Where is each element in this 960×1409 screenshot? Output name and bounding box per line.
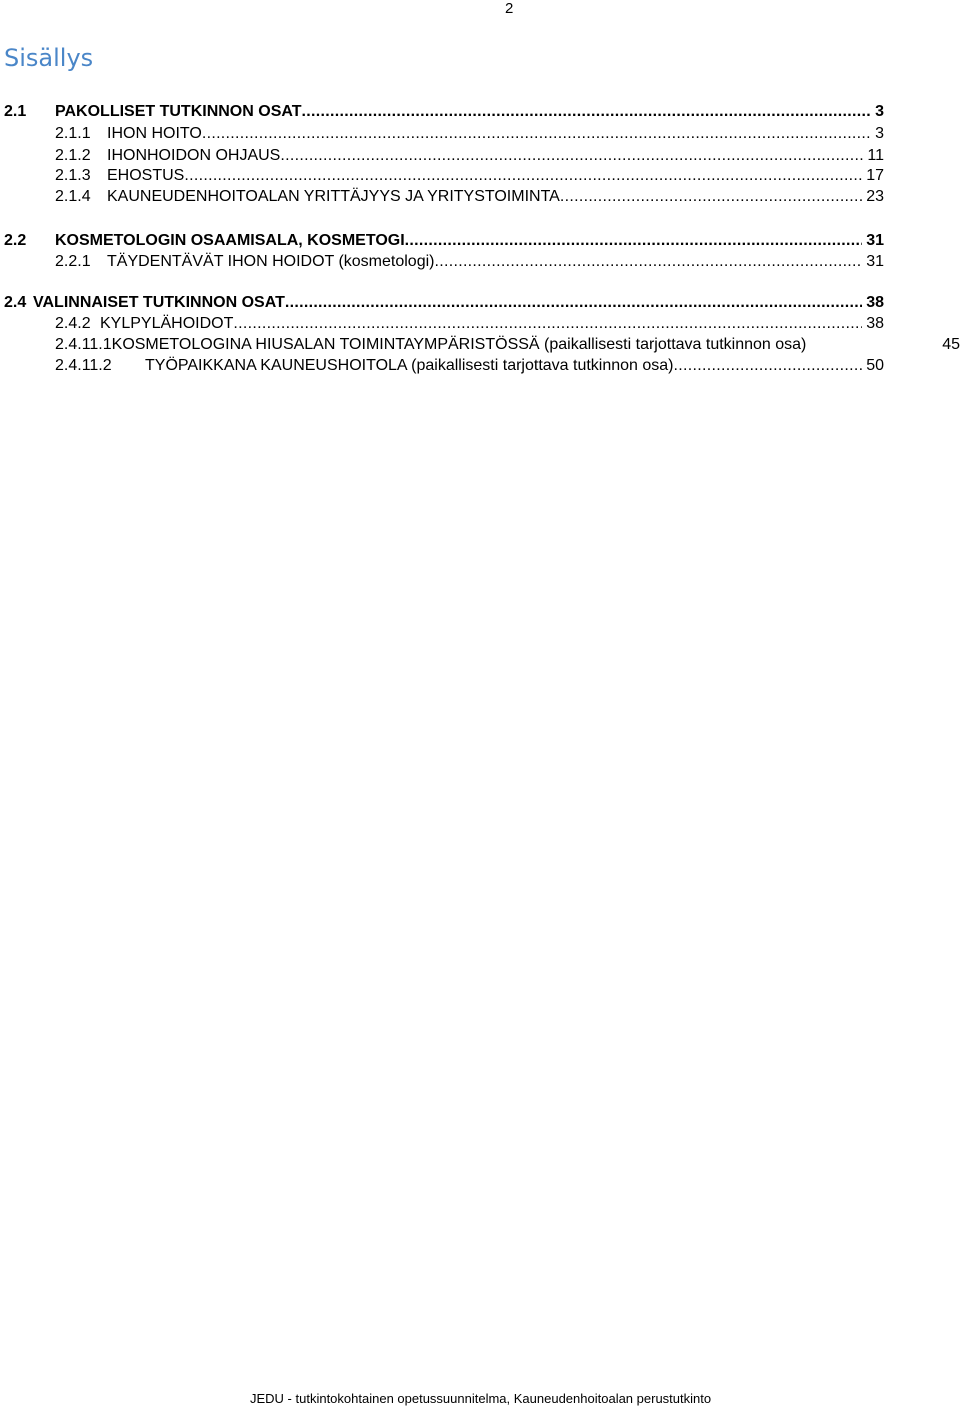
toc-entry-number: 2.1.4: [55, 188, 91, 205]
toc-entry-page: 31: [866, 253, 884, 270]
toc-leader: [302, 101, 872, 123]
toc-entry-label: TYÖPAIKKANA KAUNEUSHOITOLA (paikallisesti tarjottava tutkinnon osa): [145, 357, 674, 374]
toc-leader: [184, 165, 862, 187]
toc-entry-page: 50: [866, 357, 884, 374]
toc-entry-number: 2.4.11.1: [55, 336, 112, 353]
toc-entry[interactable]: [55, 123, 884, 145]
toc-entry-page: 38: [866, 294, 884, 311]
toc-entry[interactable]: [55, 165, 884, 187]
toc-leader: [202, 123, 871, 145]
toc-entry-label: VALINNAISET TUTKINNON OSAT: [33, 294, 285, 311]
page-number: 2: [505, 0, 514, 17]
toc-entry-label: EHOSTUS: [107, 167, 185, 184]
toc-entry-label: IHONHOIDON OHJAUS: [107, 147, 281, 164]
toc-entry-page: 31: [866, 232, 884, 249]
toc-leader: [560, 186, 862, 208]
toc-entry-number: 2.1.3: [55, 167, 91, 184]
toc-entry-page: 17: [866, 167, 884, 184]
toc-title: Sisällys: [4, 44, 94, 72]
toc-entry-label: PAKOLLISET TUTKINNON OSAT: [55, 103, 302, 120]
toc-entry-page: 3: [875, 103, 884, 120]
toc-entry[interactable]: [55, 145, 884, 167]
toc-entry-page: 3: [875, 125, 884, 142]
toc-entry[interactable]: [55, 313, 884, 335]
toc-entry-number: 2.4.11.2: [55, 357, 112, 374]
toc-entry-number: 2.2: [4, 232, 27, 249]
toc-entry-page: 11: [867, 147, 884, 164]
toc-entry[interactable]: [4, 292, 884, 314]
toc-leader: [674, 355, 863, 377]
toc-entry-number: 2.2.1: [55, 253, 91, 270]
toc-entry[interactable]: [55, 334, 960, 356]
toc-entry[interactable]: [55, 251, 884, 273]
page-footer: JEDU - tutkintokohtainen opetussuunnitelma, Kauneudenhoitoalan perustutkinto: [250, 1391, 712, 1406]
toc-entry-label: IHON HOITO: [107, 125, 202, 142]
toc-leader: [233, 313, 862, 335]
toc-entry-label: KAUNEUDENHOITOALAN YRITTÄJYYS JA YRITYSTOIMINTA: [107, 188, 560, 205]
toc-entry-number: 2.4: [4, 294, 27, 311]
toc-entry-page: 23: [866, 188, 884, 205]
toc-entry-number: 2.1.1: [55, 125, 91, 142]
toc-entry-label: KOSMETOLOGIN OSAAMISALA, KOSMETOGI: [55, 232, 405, 249]
toc-entry[interactable]: [4, 101, 884, 123]
toc-entry-label: TÄYDENTÄVÄT IHON HOIDOT (kosmetologi): [107, 253, 435, 270]
toc-entry[interactable]: [55, 355, 884, 377]
toc-leader: [280, 145, 863, 167]
toc-entry-number: 2.1.2: [55, 147, 91, 164]
toc-entry[interactable]: [55, 186, 884, 208]
toc-entry[interactable]: [4, 230, 884, 252]
toc-entry-number: 2.1: [4, 103, 27, 120]
toc-entry-label: KOSMETOLOGINA HIUSALAN TOIMINTAYMPÄRISTÖSSÄ (paikallisesti tarjottava tutkinnon osa): [111, 336, 807, 353]
toc-leader: [434, 251, 862, 273]
toc-entry-label: KYLPYLÄHOIDOT: [100, 315, 234, 332]
toc-entry-page: 38: [866, 315, 884, 332]
toc-entry-number: 2.4.2: [55, 315, 91, 332]
toc-leader: [285, 292, 862, 314]
toc-leader: [405, 230, 863, 252]
toc-entry-page: 45: [942, 336, 960, 353]
